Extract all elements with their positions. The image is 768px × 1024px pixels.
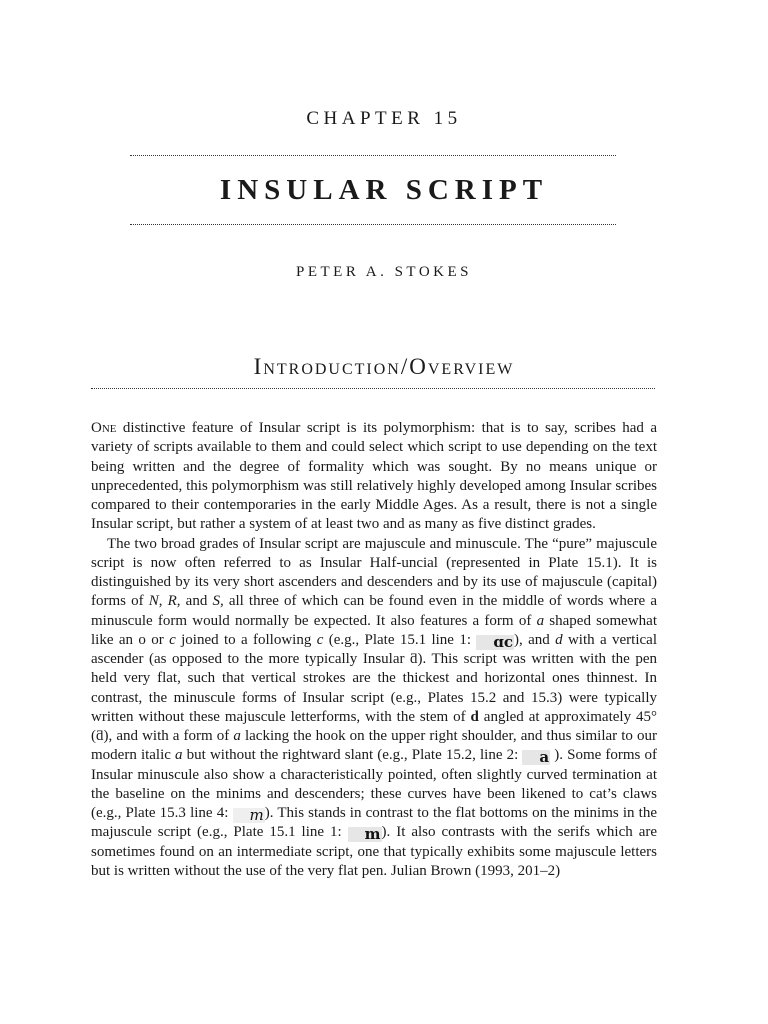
paragraph-1: [91, 419, 657, 535]
paragraph-2-segment: but without the rightward slant (e.g., Plate 15.2, line 2:: [182, 747, 523, 764]
italic-letter-s: S: [212, 593, 220, 610]
paragraph-2-segment: ). Some forms of Insular minuscule also show a characteristically pointed, often slightly curved termination at the baseline on the minims and descenders; these curves have been likened to cat’s claws (e.g., Plate 15.3 line 4:: [91, 747, 658, 821]
dotted-divider-top: [130, 155, 616, 156]
chapter-number: CHAPTER 15: [306, 108, 462, 129]
paragraph-2-segment: ), and with a form of: [103, 728, 234, 744]
script-sample-oc-image: ɑc: [476, 635, 514, 650]
script-sample-a-image: a: [522, 750, 550, 765]
paragraph-2-segment: The two broad grades of Insular script are majuscule and minuscule. The “pure” majuscule script is now often referred to as Insular Half-uncial (represented in Plate 15.1). It is distinguished by its very short ascenders and descenders and by its use of majuscule (capital) forms of: [91, 535, 657, 610]
insular-d-glyph: ƌ: [409, 651, 418, 667]
paragraph-2-segment: joined to a following: [175, 631, 317, 648]
chapter-title: INSULAR SCRIPT: [219, 174, 549, 206]
script-sample-m-claw-image: m: [233, 808, 265, 823]
italic-letter-n: N: [148, 593, 159, 610]
italic-letter-c: c: [316, 631, 324, 648]
paragraph-2-segment: with a vertical ascender (as opposed to the more typically Insular: [91, 631, 657, 667]
paragraph-2-segment: , all three of which can be found even in the middle of words where a minuscule form would normally be expected. It also features a form of: [91, 593, 657, 629]
chapter-author: PETER A. STOKES: [296, 264, 472, 280]
paragraph-2-segment: ), and: [513, 631, 556, 648]
angled-d-glyph: ƌ: [96, 728, 104, 744]
paragraph-2-segment: ). This script was written with the pen held very flat, such that vertical strokes are the thickest and horizontal ones thinnest. In contrast, the minuscule forms of Insular script (e.g., Plates 15.2 and 15.3) were typically written without these majuscule letterforms, with the stem of: [91, 651, 657, 725]
paragraph-2: [91, 535, 657, 882]
body-text: [91, 419, 657, 881]
paragraph-1-text: distinctive feature of Insular script is its polymorphism: that is to say, scribes had a variety of scripts available to them and could select which script to use depending on the text being written and the degree of formality which was sought. By no means unique or unprecedented, this polymorphism was still relatively highly developed among Insular scribes compared to their contemporaries in the early Middle Ages. As a result, there is not a single Insular script, but rather a system of at least two and as many as five distinct grades.: [91, 420, 657, 533]
italic-letter-d: d: [555, 631, 563, 648]
paragraph-2-segment: ). This stands in contrast to the flat bottoms on the minims in the majuscule script (e.g., Plate 15.1 line 1:: [91, 805, 658, 841]
paragraph-1-first-word: One: [91, 420, 117, 436]
section-heading: Introduction/Overview: [253, 354, 515, 379]
paragraph-2-segment: ,: [158, 593, 168, 610]
italic-letter-a: a: [536, 612, 545, 629]
section-divider: [91, 388, 655, 389]
paragraph-2-segment: (e.g., Plate 15.1 line 1:: [323, 631, 477, 648]
script-sample-m-flat-image: m: [348, 827, 382, 842]
italic-letter-a: a: [233, 728, 241, 744]
paragraph-2-segment: ). It also contrasts with the serifs which are sometimes found on an intermediate script, one that typically exhibits some majuscule letters but is written without the use of the very flat pen. Julian Brown (1993, 201–2): [91, 824, 657, 879]
paragraph-2-segment: , and: [176, 593, 213, 610]
italic-letter-c: c: [169, 631, 176, 648]
italic-letter-r: R: [167, 593, 177, 610]
italic-letter-a: a: [175, 747, 183, 764]
bold-d-glyph: d: [470, 708, 479, 725]
paragraph-2-segment: angled at approximately 45° (: [91, 708, 657, 744]
dotted-divider-bottom: [130, 224, 616, 225]
paragraph-2-segment: shaped somewhat like an o or: [91, 612, 657, 648]
paragraph-2-segment: lacking the hook on the upper right shoulder, and thus similar to our modern italic: [91, 728, 657, 764]
